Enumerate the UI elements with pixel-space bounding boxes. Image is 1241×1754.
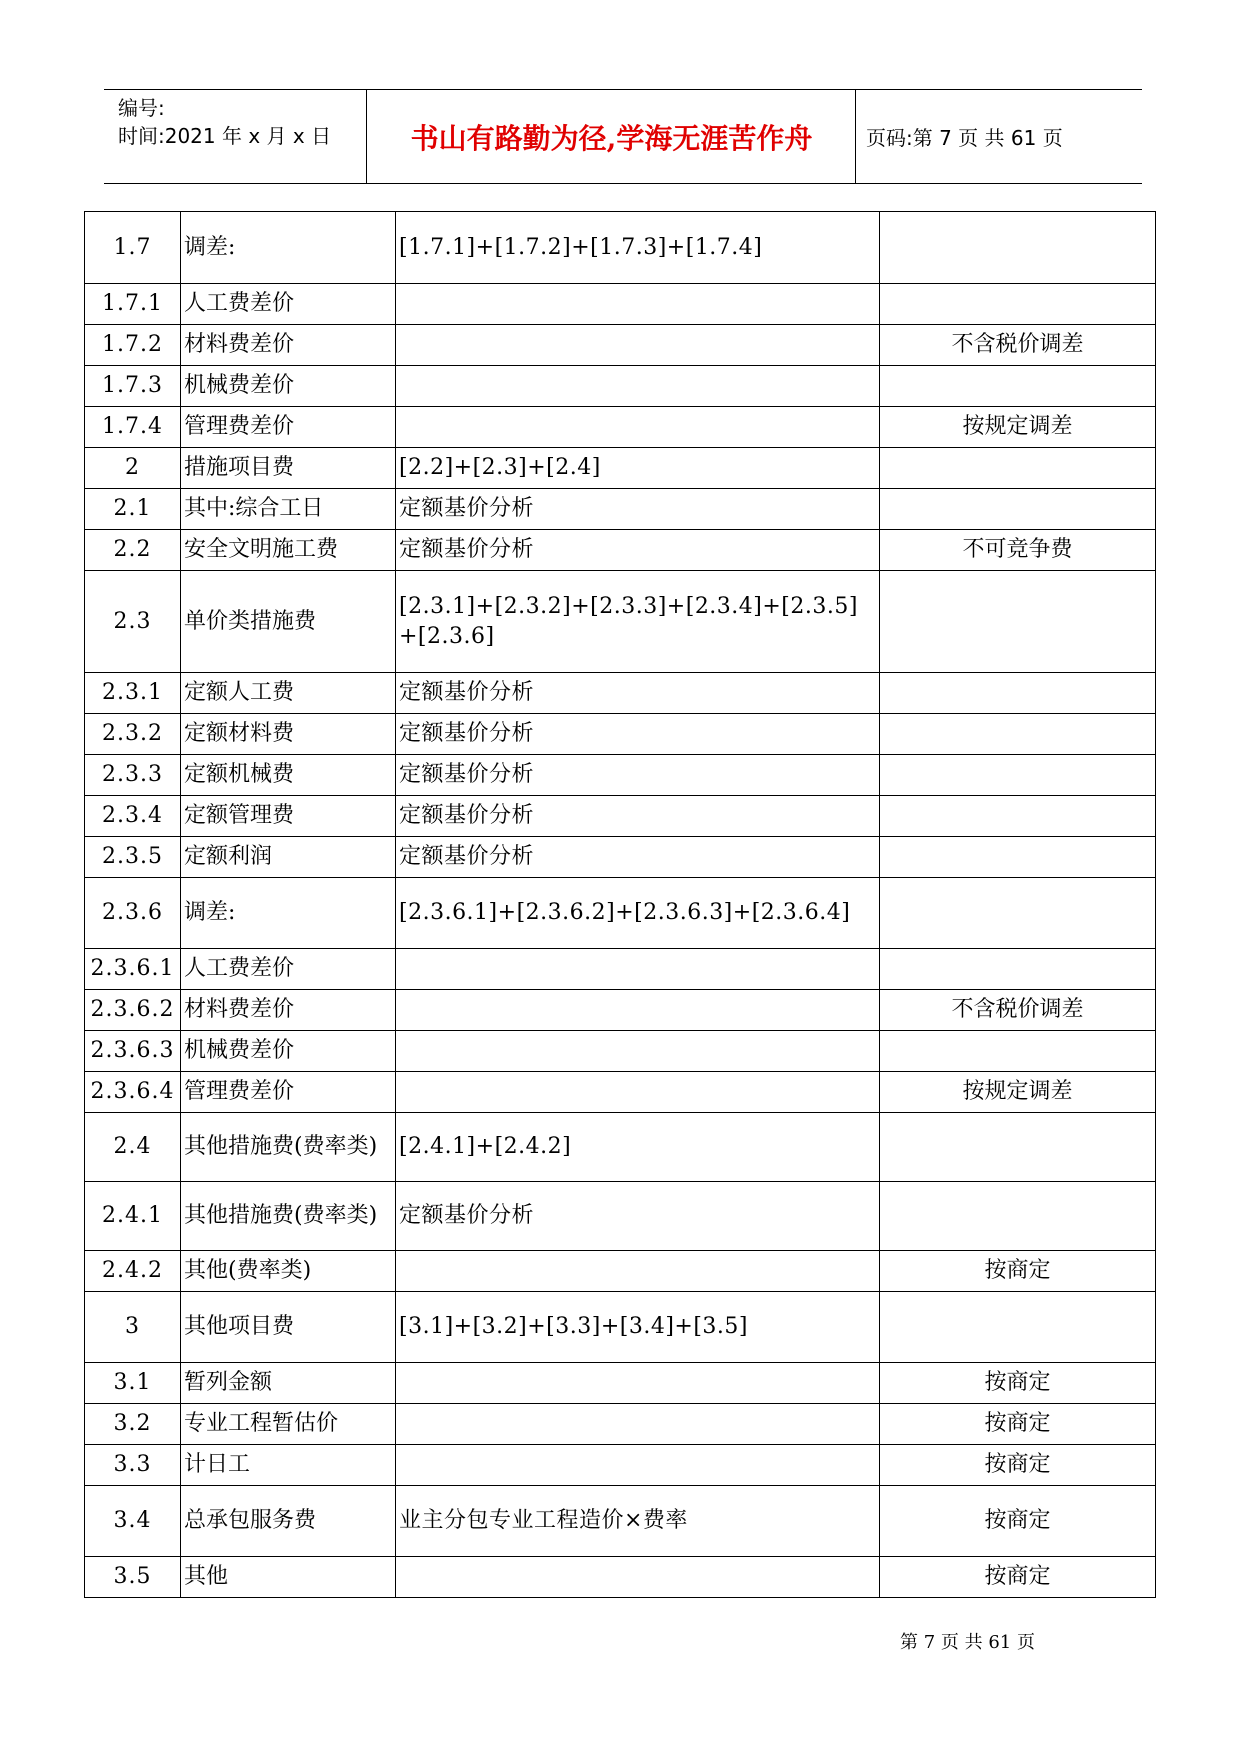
cost-table bbox=[84, 211, 1156, 1598]
row-note bbox=[880, 1031, 1156, 1072]
row-item-name: 定额材料费 bbox=[181, 714, 396, 755]
row-note: 不可竞争费 bbox=[880, 530, 1156, 571]
row-number: 1.7 bbox=[85, 212, 181, 284]
table-row bbox=[85, 212, 1156, 284]
table-row bbox=[85, 448, 1156, 489]
row-formula: [3.1]+[3.2]+[3.3]+[3.4]+[3.5] bbox=[396, 1292, 880, 1363]
row-number: 3.2 bbox=[85, 1404, 181, 1445]
table-row bbox=[85, 1486, 1156, 1557]
row-item-name: 计日工 bbox=[181, 1445, 396, 1486]
row-formula bbox=[396, 1445, 880, 1486]
row-number: 2.3.6 bbox=[85, 878, 181, 949]
table-row bbox=[85, 1363, 1156, 1404]
row-item-name: 定额利润 bbox=[181, 837, 396, 878]
row-number: 2.4 bbox=[85, 1113, 181, 1182]
row-number: 2.3.6.3 bbox=[85, 1031, 181, 1072]
row-note: 按商定 bbox=[880, 1486, 1156, 1557]
row-number: 3.4 bbox=[85, 1486, 181, 1557]
row-note bbox=[880, 837, 1156, 878]
row-item-name: 机械费差价 bbox=[181, 1031, 396, 1072]
row-formula bbox=[396, 366, 880, 407]
row-number: 2.1 bbox=[85, 489, 181, 530]
row-number: 2.4.1 bbox=[85, 1182, 181, 1251]
row-note bbox=[880, 571, 1156, 673]
table-row bbox=[85, 949, 1156, 990]
row-item-name: 安全文明施工费 bbox=[181, 530, 396, 571]
row-note bbox=[880, 1113, 1156, 1182]
row-number: 1.7.1 bbox=[85, 284, 181, 325]
table-row bbox=[85, 1251, 1156, 1292]
row-item-name: 暂列金额 bbox=[181, 1363, 396, 1404]
row-item-name: 措施项目费 bbox=[181, 448, 396, 489]
row-formula: [2.3.6.1]+[2.3.6.2]+[2.3.6.3]+[2.3.6.4] bbox=[396, 878, 880, 949]
row-note bbox=[880, 489, 1156, 530]
row-note bbox=[880, 448, 1156, 489]
row-item-name: 其他 bbox=[181, 1557, 396, 1598]
table-row bbox=[85, 837, 1156, 878]
row-note: 不含税价调差 bbox=[880, 325, 1156, 366]
table-row bbox=[85, 366, 1156, 407]
table-row bbox=[85, 1113, 1156, 1182]
row-formula: 定额基价分析 bbox=[396, 673, 880, 714]
row-item-name: 定额管理费 bbox=[181, 796, 396, 837]
row-note: 按商定 bbox=[880, 1363, 1156, 1404]
row-note bbox=[880, 673, 1156, 714]
row-number: 2.3.6.4 bbox=[85, 1072, 181, 1113]
row-number: 1.7.2 bbox=[85, 325, 181, 366]
row-formula bbox=[396, 1072, 880, 1113]
row-item-name: 其他项目费 bbox=[181, 1292, 396, 1363]
row-note: 按规定调差 bbox=[880, 407, 1156, 448]
row-number: 2.3 bbox=[85, 571, 181, 673]
row-item-name: 材料费差价 bbox=[181, 990, 396, 1031]
row-number: 1.7.3 bbox=[85, 366, 181, 407]
table-row bbox=[85, 878, 1156, 949]
number-label: 编号: bbox=[118, 96, 165, 120]
row-note bbox=[880, 714, 1156, 755]
row-formula: 定额基价分析 bbox=[396, 796, 880, 837]
row-formula bbox=[396, 949, 880, 990]
row-formula: [2.4.1]+[2.4.2] bbox=[396, 1113, 880, 1182]
row-note: 按规定调差 bbox=[880, 1072, 1156, 1113]
row-formula: 定额基价分析 bbox=[396, 714, 880, 755]
row-number: 2.4.2 bbox=[85, 1251, 181, 1292]
table-row bbox=[85, 1557, 1156, 1598]
header-divider bbox=[855, 90, 856, 183]
row-formula: 定额基价分析 bbox=[396, 530, 880, 571]
row-item-name: 机械费差价 bbox=[181, 366, 396, 407]
row-item-name: 单价类措施费 bbox=[181, 571, 396, 673]
row-note: 不含税价调差 bbox=[880, 990, 1156, 1031]
row-item-name: 专业工程暂估价 bbox=[181, 1404, 396, 1445]
row-number: 3 bbox=[85, 1292, 181, 1363]
row-number: 2.3.6.1 bbox=[85, 949, 181, 990]
row-number: 2 bbox=[85, 448, 181, 489]
table-row bbox=[85, 571, 1156, 673]
row-number: 2.3.5 bbox=[85, 837, 181, 878]
row-formula: [2.2]+[2.3]+[2.4] bbox=[396, 448, 880, 489]
table-row bbox=[85, 796, 1156, 837]
row-formula: 定额基价分析 bbox=[396, 755, 880, 796]
row-formula: [1.7.1]+[1.7.2]+[1.7.3]+[1.7.4] bbox=[396, 212, 880, 284]
row-note: 按商定 bbox=[880, 1445, 1156, 1486]
table-row bbox=[85, 489, 1156, 530]
row-formula bbox=[396, 1251, 880, 1292]
row-item-name: 材料费差价 bbox=[181, 325, 396, 366]
row-number: 3.3 bbox=[85, 1445, 181, 1486]
row-number: 2.2 bbox=[85, 530, 181, 571]
table-row bbox=[85, 407, 1156, 448]
row-item-name: 定额机械费 bbox=[181, 755, 396, 796]
page-header bbox=[104, 89, 1142, 184]
row-note bbox=[880, 1182, 1156, 1251]
row-item-name: 管理费差价 bbox=[181, 1072, 396, 1113]
row-note bbox=[880, 949, 1156, 990]
row-formula: 业主分包专业工程造价×费率 bbox=[396, 1486, 880, 1557]
table-row bbox=[85, 755, 1156, 796]
row-note bbox=[880, 878, 1156, 949]
row-item-name: 总承包服务费 bbox=[181, 1486, 396, 1557]
row-formula bbox=[396, 284, 880, 325]
row-formula bbox=[396, 990, 880, 1031]
row-item-name: 调差: bbox=[181, 212, 396, 284]
row-item-name: 人工费差价 bbox=[181, 284, 396, 325]
row-formula: 定额基价分析 bbox=[396, 837, 880, 878]
table-row bbox=[85, 530, 1156, 571]
row-note bbox=[880, 212, 1156, 284]
table-row bbox=[85, 1031, 1156, 1072]
page-footer: 第 7 页 共 61 页 bbox=[900, 1632, 1035, 1653]
table-row bbox=[85, 714, 1156, 755]
row-item-name: 调差: bbox=[181, 878, 396, 949]
table-row bbox=[85, 325, 1156, 366]
row-note: 按商定 bbox=[880, 1251, 1156, 1292]
row-number: 2.3.3 bbox=[85, 755, 181, 796]
row-item-name: 定额人工费 bbox=[181, 673, 396, 714]
row-item-name: 其他措施费(费率类) bbox=[181, 1182, 396, 1251]
row-item-name: 管理费差价 bbox=[181, 407, 396, 448]
table-row bbox=[85, 1292, 1156, 1363]
table-row bbox=[85, 1182, 1156, 1251]
row-number: 2.3.1 bbox=[85, 673, 181, 714]
row-note bbox=[880, 796, 1156, 837]
row-item-name: 其中:综合工日 bbox=[181, 489, 396, 530]
table-row bbox=[85, 284, 1156, 325]
row-number: 2.3.2 bbox=[85, 714, 181, 755]
header-meta bbox=[118, 94, 331, 150]
row-formula: 定额基价分析 bbox=[396, 489, 880, 530]
row-formula bbox=[396, 407, 880, 448]
table-row bbox=[85, 990, 1156, 1031]
time-label: 时间:2021 年 x 月 x 日 bbox=[118, 124, 332, 148]
row-item-name: 人工费差价 bbox=[181, 949, 396, 990]
table-row bbox=[85, 1072, 1156, 1113]
row-number: 3.1 bbox=[85, 1363, 181, 1404]
row-note bbox=[880, 1292, 1156, 1363]
row-number: 1.7.4 bbox=[85, 407, 181, 448]
header-page-info: 页码:第 7 页 共 61 页 bbox=[866, 126, 1063, 150]
row-formula bbox=[396, 1404, 880, 1445]
table-row bbox=[85, 1404, 1156, 1445]
row-note bbox=[880, 755, 1156, 796]
row-formula: 定额基价分析 bbox=[396, 1182, 880, 1251]
row-note bbox=[880, 284, 1156, 325]
table-row bbox=[85, 1445, 1156, 1486]
row-number: 2.3.6.2 bbox=[85, 990, 181, 1031]
row-note bbox=[880, 366, 1156, 407]
row-formula bbox=[396, 1031, 880, 1072]
row-number: 3.5 bbox=[85, 1557, 181, 1598]
row-item-name: 其他措施费(费率类) bbox=[181, 1113, 396, 1182]
row-note: 按商定 bbox=[880, 1557, 1156, 1598]
table-row bbox=[85, 673, 1156, 714]
row-formula bbox=[396, 1557, 880, 1598]
header-motto: 书山有路勤为径,学海无涯苦作舟 bbox=[410, 121, 813, 155]
row-formula bbox=[396, 1363, 880, 1404]
row-formula: [2.3.1]+[2.3.2]+[2.3.3]+[2.3.4]+[2.3.5]+[2.3.6] bbox=[396, 571, 880, 673]
row-formula bbox=[396, 325, 880, 366]
row-note: 按商定 bbox=[880, 1404, 1156, 1445]
row-item-name: 其他(费率类) bbox=[181, 1251, 396, 1292]
row-number: 2.3.4 bbox=[85, 796, 181, 837]
